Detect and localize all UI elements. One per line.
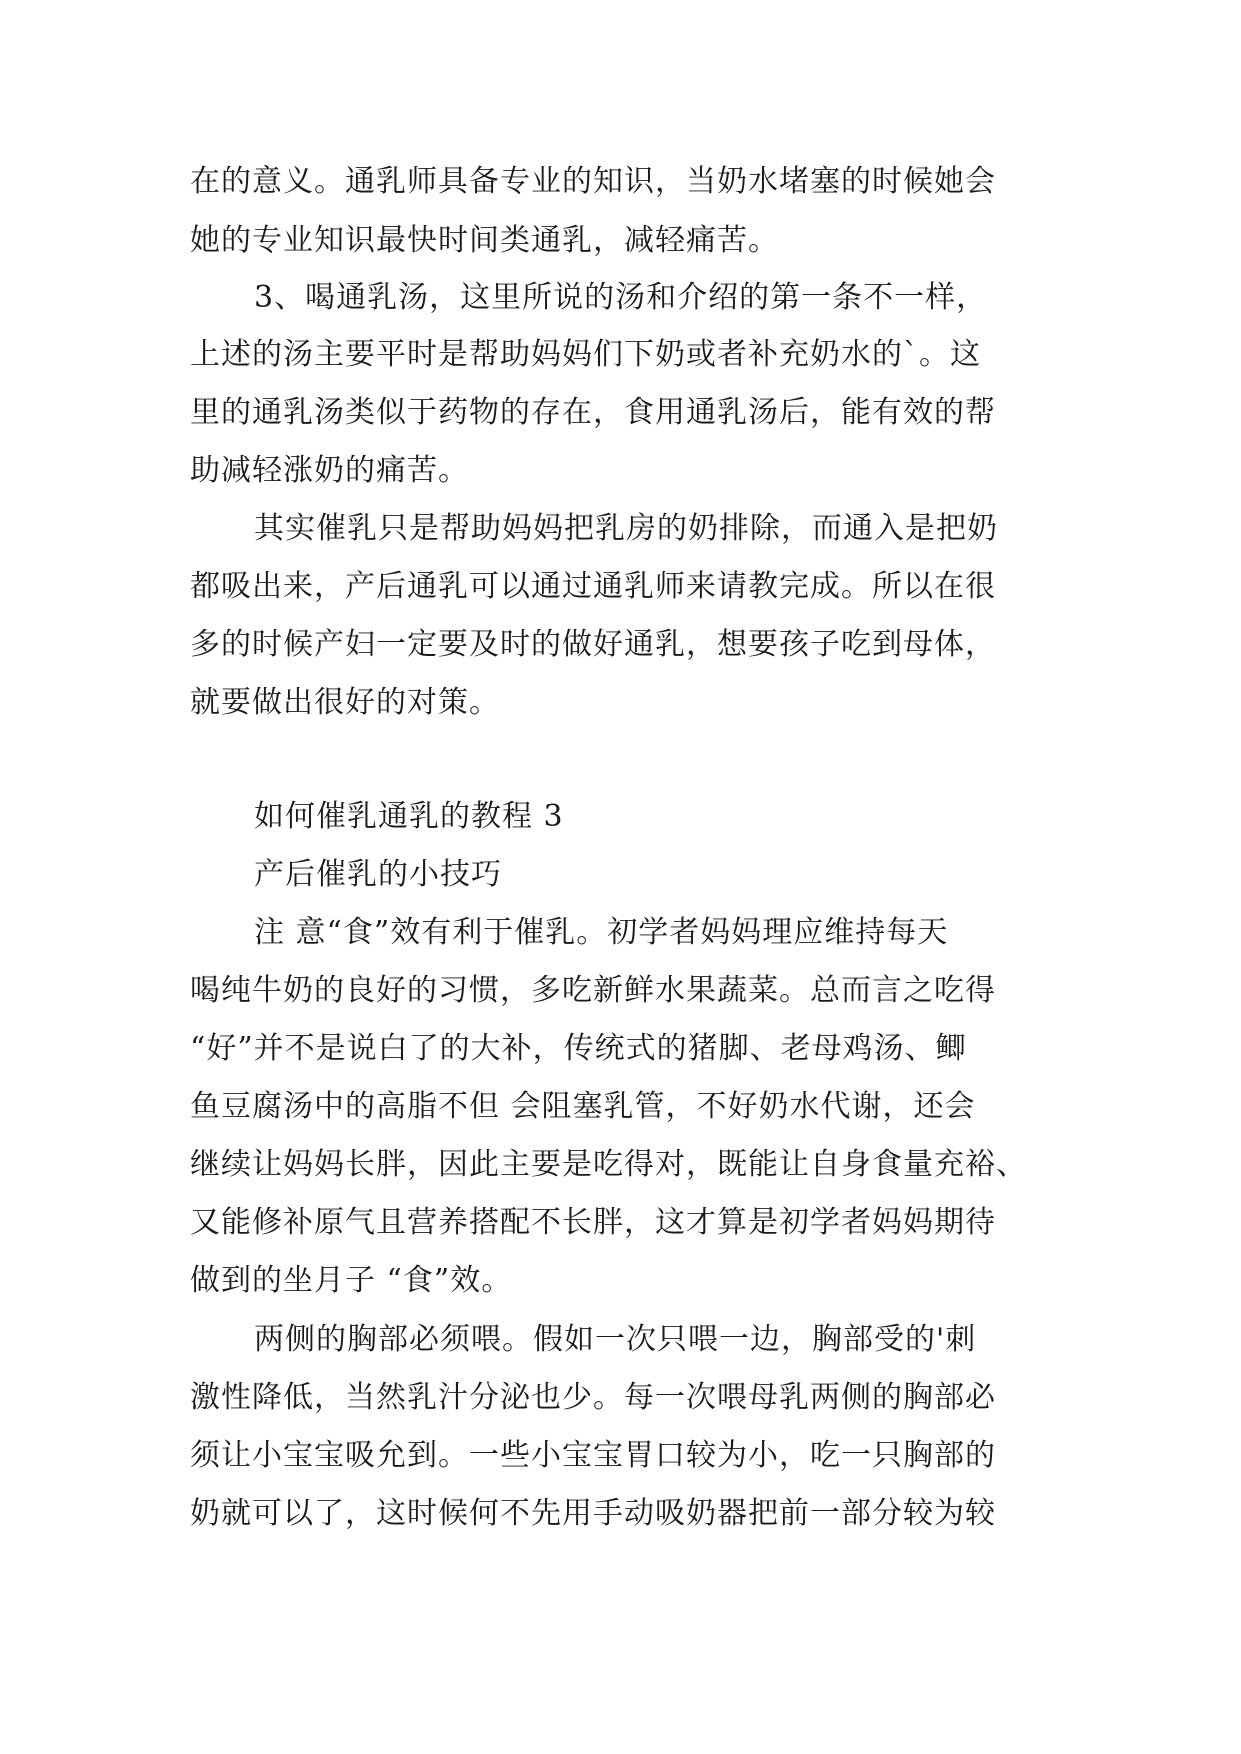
paragraph-line: 里的通乳汤类似于药物的存在，食用通乳汤后，能有效的帮 (190, 395, 996, 430)
paragraph-line: 喝纯牛奶的良好的习惯，多吃新鲜水果蔬菜。总而言之吃得 (190, 973, 996, 1008)
paragraph-line: 两侧的胸部必须喂。假如一次只喂一边，胸部受的'刺 (254, 1322, 977, 1357)
paragraph-line: 在的意义。通乳师具备专业的知识，当奶水堵塞的时候她会 (190, 164, 996, 199)
section-subtitle: 产后催乳的小技巧 (254, 857, 502, 892)
paragraph-line: 做到的坐月子 “食”效。 (190, 1263, 513, 1298)
paragraph-line: 上述的汤主要平时是帮助妈妈们下奶或者补充奶水的`。这 (190, 337, 981, 372)
paragraph-line: 奶就可以了，这时候何不先用手动吸奶器把前一部分较为较 (190, 1496, 996, 1531)
paragraph-line: 都吸出来，产后通乳可以通过通乳师来请教完成。所以在很 (190, 569, 996, 604)
paragraph-line: 多的时候产妇一定要及时的做好通乳，想要孩子吃到母体， (190, 627, 996, 662)
paragraph-line: 又能修补原气且营养搭配不长胖，这才算是初学者妈妈期待 (190, 1205, 996, 1240)
paragraph-line: 助减轻涨奶的痛苦。 (190, 453, 469, 488)
paragraph-line: 注 意“食”效有利于催乳。初学者妈妈理应维持每天 (254, 915, 949, 950)
paragraph-line: 3、喝通乳汤，这里所说的汤和介绍的第一条不一样， (254, 280, 988, 315)
paragraph-line: 她的专业知识最快时间类通乳，减轻痛苦。 (190, 223, 779, 258)
paragraph-line: 继续让妈妈长胖，因此主要是吃得对，既能让自身食量充裕、 (190, 1147, 1027, 1182)
paragraph-line: 须让小宝宝吸允到。一些小宝宝胃口较为小，吃一只胸部的 (190, 1438, 996, 1473)
paragraph-line: 鱼豆腐汤中的高脂不但 会阻塞乳管，不好奶水代谢，还会 (190, 1089, 976, 1124)
paragraph-line: 就要做出很好的对策。 (190, 685, 500, 720)
section-title: 如何催乳通乳的教程 3 (254, 799, 564, 834)
paragraph-line: 其实催乳只是帮助妈妈把乳房的奶排除，而通入是把奶 (254, 511, 998, 546)
paragraph-line: “好”并不是说白了的大补，传统式的猪脚、老母鸡汤、鲫 (190, 1031, 967, 1066)
paragraph-line: 激性降低，当然乳汁分泌也少。每一次喂母乳两侧的胸部必 (190, 1380, 996, 1415)
